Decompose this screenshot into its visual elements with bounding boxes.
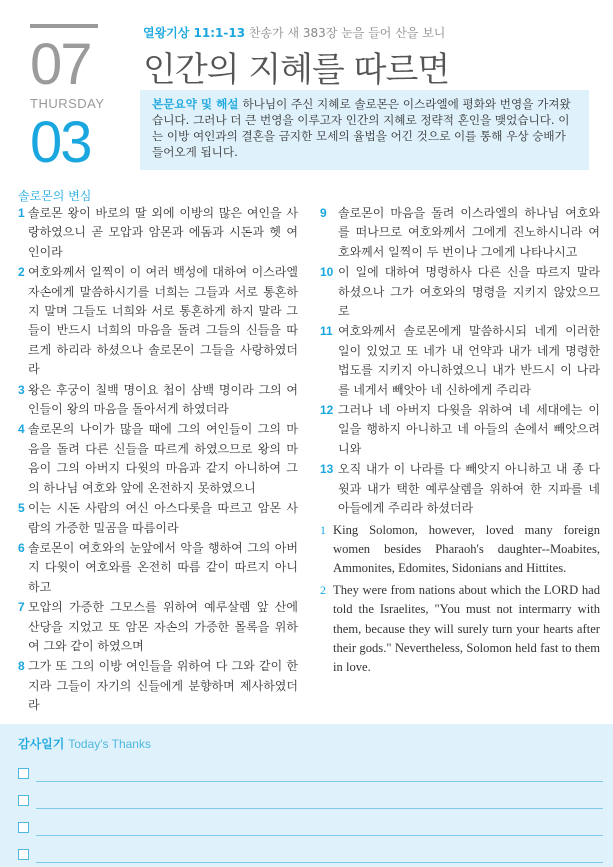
verse	[18, 539, 298, 597]
passage-reference: 열왕기상 11:1-13	[143, 26, 246, 40]
verse-number: 12	[320, 403, 334, 418]
write-line	[36, 808, 603, 809]
thanks-title	[18, 735, 151, 752]
summary-text: 하나님이 주신 지혜로 솔로몬은 이스라엘에 평화와 번영을 가져왔습니다. 그러나 더 큰 번영을 이루고자 인간의 지혜로 정략적 혼인을 맺었습니다. 이는 이방 여인과의 결혼을 금지한 모세의 율법을 어긴 것으로 이를 통해 우상 숭배가 들어오게 됩니다.	[152, 97, 571, 159]
verse-number: 1	[320, 522, 326, 537]
journal-line[interactable]	[18, 766, 603, 782]
thanks-title-english: Today's Thanks	[68, 737, 151, 751]
summary-label: 본문요약 및 해설	[152, 97, 239, 111]
thanks-journal	[0, 724, 613, 867]
page-title: 인간의 지혜를 따르면	[143, 50, 450, 90]
day-number: 03	[30, 110, 91, 175]
verse	[18, 598, 298, 656]
verse-text: 솔로몬이 마음을 돌려 이스라엘의 하나님 여호와를 떠나므로 여호와께서 그에게 진노하시니라 여호와께서 일찍이 두 번이나 그에게 나타나시고	[338, 206, 600, 259]
month-number: 07	[30, 32, 91, 97]
write-line	[36, 781, 603, 782]
checkbox[interactable]	[18, 822, 29, 833]
verse	[18, 263, 298, 379]
verse	[320, 263, 600, 321]
verse-number: 6	[18, 540, 25, 555]
verse-text: 왕은 후궁이 칠백 명이요 첩이 삼백 명이라 그의 여인들이 왕의 마음을 돌아서게 하였더라	[28, 382, 298, 417]
verse-number: 10	[320, 265, 334, 280]
verse	[18, 381, 298, 420]
verse-text: 이는 시돈 사람의 여신 아스다롯을 따르고 암몬 사람의 가증한 밀곰을 따름이라	[28, 501, 298, 535]
verse	[320, 322, 600, 400]
weekday-label: THURSDAY	[30, 96, 105, 111]
hymn-reference: 찬송가 새 383장 눈을 들어 산을 보니	[248, 26, 446, 40]
verse	[320, 401, 600, 459]
english-verse	[320, 581, 600, 678]
english-verse-text: They were from nations about which the LORD had told the Israelites, "You must not intermarry with them, because they will surely turn your hearts after their gods." Nevertheless, Solomon held fast to them in love.	[333, 582, 600, 675]
verse-text: 그가 또 그의 이방 여인들을 위하여 다 그와 같이 한지라 그들이 자기의 신들에게 분향하며 제사하였더라	[28, 659, 298, 713]
thanks-title-korean: 감사일기	[18, 737, 65, 751]
journal-line[interactable]	[18, 793, 603, 809]
section-title: 솔로몬의 변심	[18, 189, 92, 203]
write-line	[36, 862, 603, 863]
verse-text: 솔로몬의 나이가 많을 때에 그의 여인들이 그의 마음을 돌려 다른 신들을 따르게 하였으므로 왕의 마음이 그의 아버지 다윗의 마음과 같지 아니하여 그의 하나님 여호와 앞에 온전하지 못하였으니	[28, 422, 298, 495]
checkbox[interactable]	[18, 795, 29, 806]
verse-text: 오직 내가 이 나라를 다 빼앗지 아니하고 내 종 다윗과 내가 택한 예루살렘을 위하여 한 지파를 네 아들에게 주리라 하셨더라	[338, 462, 600, 516]
verse	[18, 204, 298, 262]
verse-text: 여호와께서 솔로몬에게 말씀하시되 네게 이러한 일이 있었고 또 네가 내 언약과 내가 네게 명령한 법도를 지키지 아니하였으니 내가 반드시 이 나라를 네게서 빼앗아 네 신하에게 주리라	[338, 324, 600, 397]
english-verse	[320, 521, 600, 579]
verse-number: 2	[320, 582, 326, 597]
verse-number: 1	[18, 206, 25, 220]
summary-box	[140, 90, 589, 170]
verse-number: 8	[18, 659, 25, 674]
verse-number: 2	[18, 265, 25, 280]
verse	[18, 420, 298, 498]
verse-number: 4	[18, 422, 25, 437]
right-column	[320, 204, 600, 678]
verse-number: 5	[18, 501, 25, 516]
verse	[18, 499, 298, 538]
verse-text: 모압의 가증한 그모스를 위하여 예루살렘 앞 산에 산당을 지었고 또 암몬 자손의 가증한 몰록을 위하여 그와 같이 하였으며	[28, 600, 298, 653]
checkbox[interactable]	[18, 849, 29, 860]
write-line	[36, 835, 603, 836]
verse-text: 이 일에 대하여 명령하사 다른 신을 따르지 말라 하셨으나 그가 여호와의 명령을 지키지 않았으므로	[338, 265, 600, 319]
date-block	[30, 24, 105, 175]
verse-number: 7	[18, 600, 25, 615]
verse	[18, 657, 298, 715]
verse	[320, 204, 600, 262]
checkbox[interactable]	[18, 768, 29, 779]
verse-text: 솔로몬이 여호와의 눈앞에서 악을 행하여 그의 아버지 다윗이 여호와를 온전히 따름 같이 따르지 아니하고	[28, 540, 298, 594]
verse-number: 13	[320, 462, 334, 477]
verse-text: 여호와께서 일찍이 이 여러 백성에 대하여 이스라엘 자손에게 말씀하시기를 너희는 그들과 서로 통혼하지 말며 그들도 너희와 서로 통혼하게 하지 말라 그들이 반드시 너희의 마음을 돌려 그들의 신들을 따르게 하리라 하셨으나 솔로몬이 그들을 사랑하였더라	[28, 265, 298, 377]
journal-line[interactable]	[18, 820, 603, 836]
verse	[320, 460, 600, 518]
english-verse-text: King Solomon, however, loved many foreign women besides Pharaoh's daughter--Moabites, Ammonites, Edomites, Sidonians and Hittites.	[333, 522, 600, 576]
verse-text: 그러나 네 아버지 다윗을 위하여 네 세대에는 이 일을 행하지 아니하고 네 아들의 손에서 빼앗으려니와	[338, 403, 600, 456]
date-top-bar	[30, 24, 98, 28]
verse-text: 솔로몬 왕이 바로의 딸 외에 이방의 많은 여인을 사랑하였으니 곧 모압과 암몬과 에돔과 시돈과 헷 여인이라	[28, 206, 298, 259]
journal-line[interactable]	[18, 847, 603, 863]
left-column	[18, 204, 298, 717]
scripture-reference	[143, 24, 445, 41]
verse-number: 9	[320, 206, 327, 220]
verse-number: 11	[320, 324, 333, 339]
verse-number: 3	[18, 382, 25, 397]
